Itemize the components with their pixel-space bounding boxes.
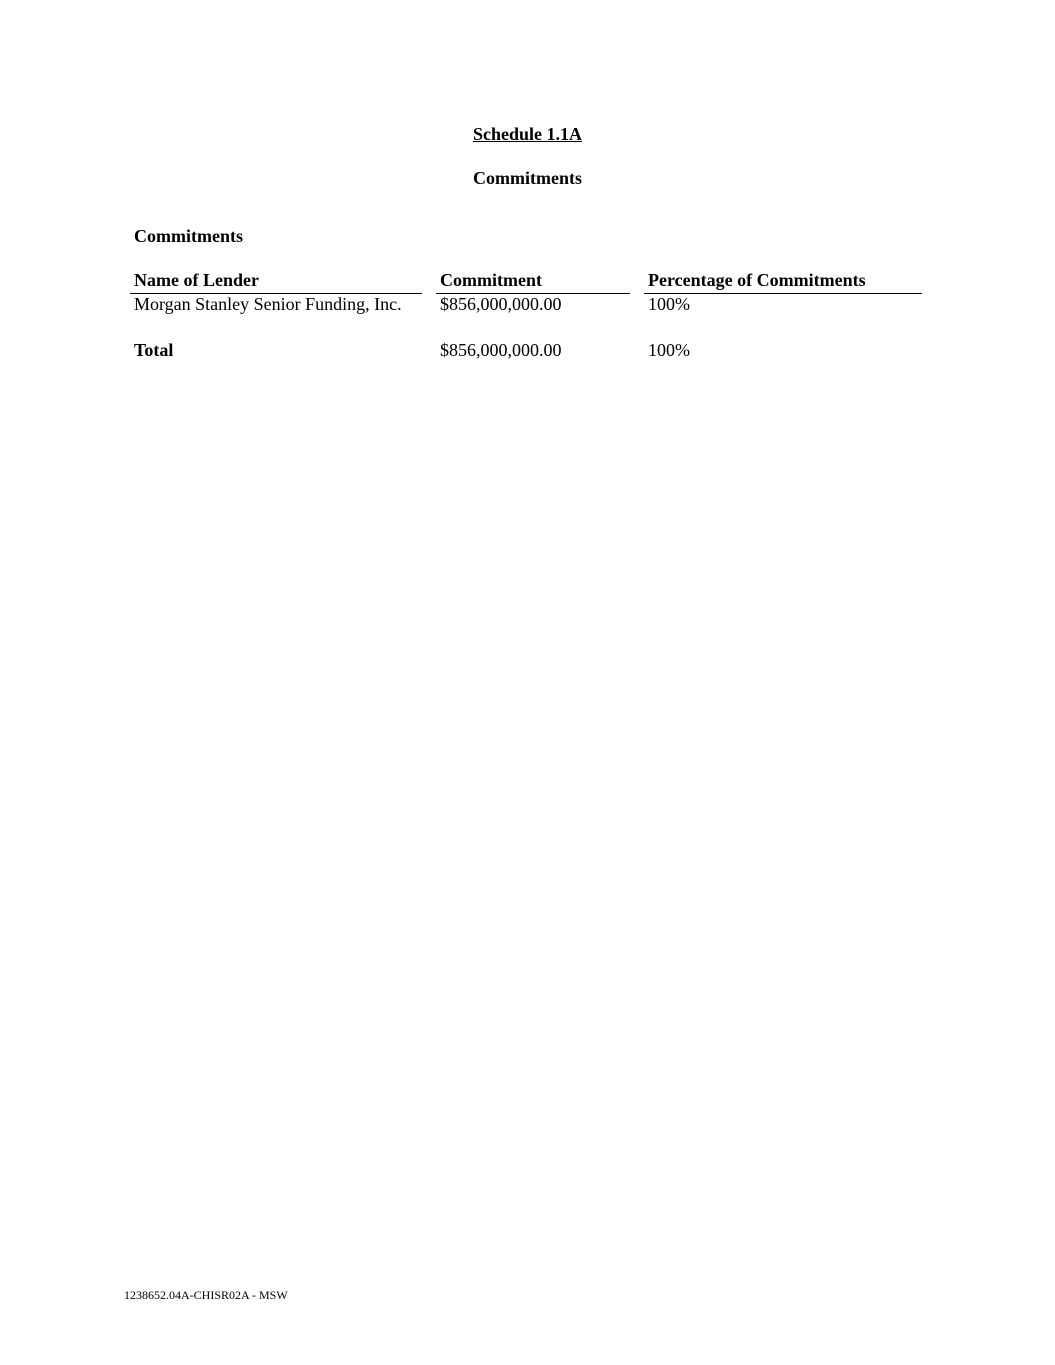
total-commitment: $856,000,000.00: [440, 340, 562, 360]
header-commitment: Commitment: [440, 270, 542, 290]
header-percentage: Percentage of Commitments: [648, 270, 866, 290]
commitment-percentage: 100%: [648, 294, 690, 314]
document-heading: Commitments: [473, 168, 582, 188]
header-name-of-lender: Name of Lender: [134, 270, 259, 290]
total-percentage: 100%: [648, 340, 690, 360]
commitment-amount: $856,000,000.00: [440, 294, 562, 314]
document-footer-id: 1238652.04A-CHISR02A - MSW: [124, 1288, 288, 1302]
section-heading: Commitments: [134, 226, 243, 246]
lender-name: Morgan Stanley Senior Funding, Inc.: [134, 294, 402, 314]
schedule-title: Schedule 1.1A: [472, 124, 582, 144]
total-label: Total: [134, 340, 174, 360]
